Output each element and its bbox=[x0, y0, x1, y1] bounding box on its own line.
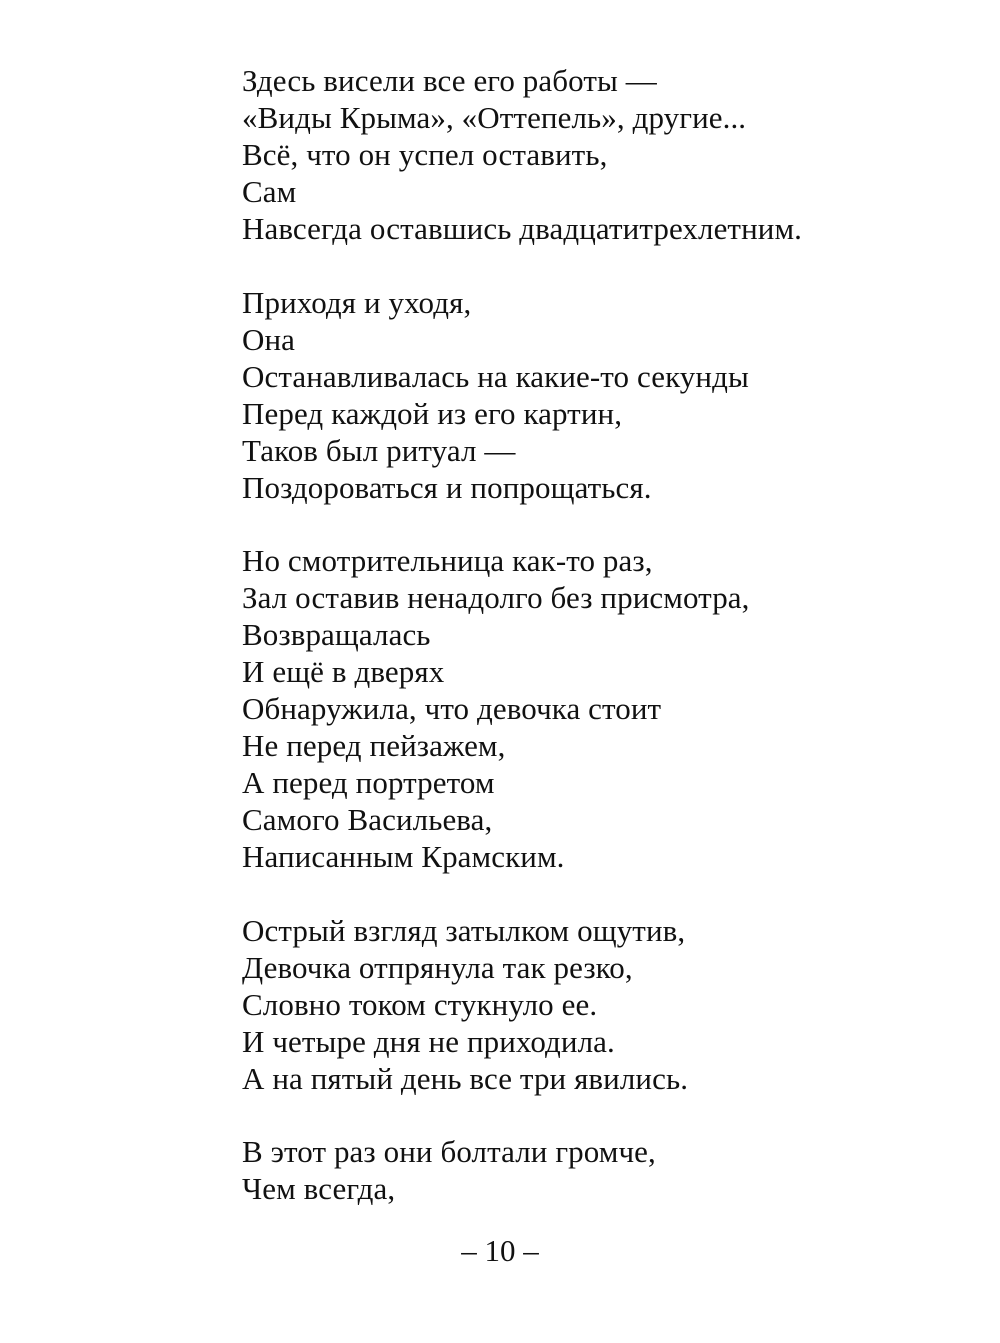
poem-line: Обнаружила, что девочка стоит bbox=[242, 691, 662, 726]
poem-line: Зал оставив ненадолго без присмотра, bbox=[242, 580, 750, 615]
poem-line: Возвращалась bbox=[242, 617, 431, 652]
stanza bbox=[242, 284, 942, 506]
poem-line: «Виды Крыма», «Оттепель», другие... bbox=[242, 100, 747, 135]
poem-line: Но смотрительница как-то раз, bbox=[242, 543, 653, 578]
stanza bbox=[242, 1133, 942, 1207]
page-number: – 10 – bbox=[461, 1233, 539, 1268]
poem-line: А на пятый день все три явились. bbox=[242, 1060, 689, 1096]
poem-line: Останавливалась на какие-то секунды bbox=[242, 358, 749, 394]
poem-line: Чем всегда, bbox=[242, 1171, 396, 1206]
poem-line: Девочка отпрянула так резко, bbox=[242, 949, 633, 985]
poem-line: В этот раз они болтали громче, bbox=[242, 1134, 656, 1169]
poem-line: А перед портретом bbox=[242, 765, 495, 800]
poem-line: Самого Васильева, bbox=[242, 802, 493, 837]
poem-line: Приходя и уходя, bbox=[242, 284, 472, 320]
poem-line: Перед каждой из его картин, bbox=[242, 395, 623, 431]
stanza bbox=[242, 912, 942, 1097]
poem-line: Навсегда оставшись двадцатитрехлетним. bbox=[242, 211, 803, 246]
poem-line: Всё, что он успел оставить, bbox=[242, 137, 608, 172]
poem-line: Словно током стукнуло ее. bbox=[242, 986, 598, 1022]
poem-line: Острый взгляд затылком ощутив, bbox=[242, 912, 686, 948]
poem-line: И четыре дня не приходила. bbox=[242, 1023, 615, 1059]
poem-text bbox=[242, 62, 942, 1244]
poem-line: Таков был ритуал — bbox=[242, 432, 516, 468]
poem-line: Сам bbox=[242, 174, 297, 209]
poem-line: Написанным Крамским. bbox=[242, 839, 565, 874]
poem-line: Не перед пейзажем, bbox=[242, 728, 506, 763]
poem-line: Она bbox=[242, 321, 296, 357]
poem-line: Здесь висели все его работы — bbox=[242, 63, 657, 98]
stanza bbox=[242, 62, 942, 247]
stanza bbox=[242, 542, 942, 875]
poem-line: Поздороваться и попрощаться. bbox=[242, 469, 652, 505]
poem-line: И ещё в дверях bbox=[242, 654, 445, 689]
